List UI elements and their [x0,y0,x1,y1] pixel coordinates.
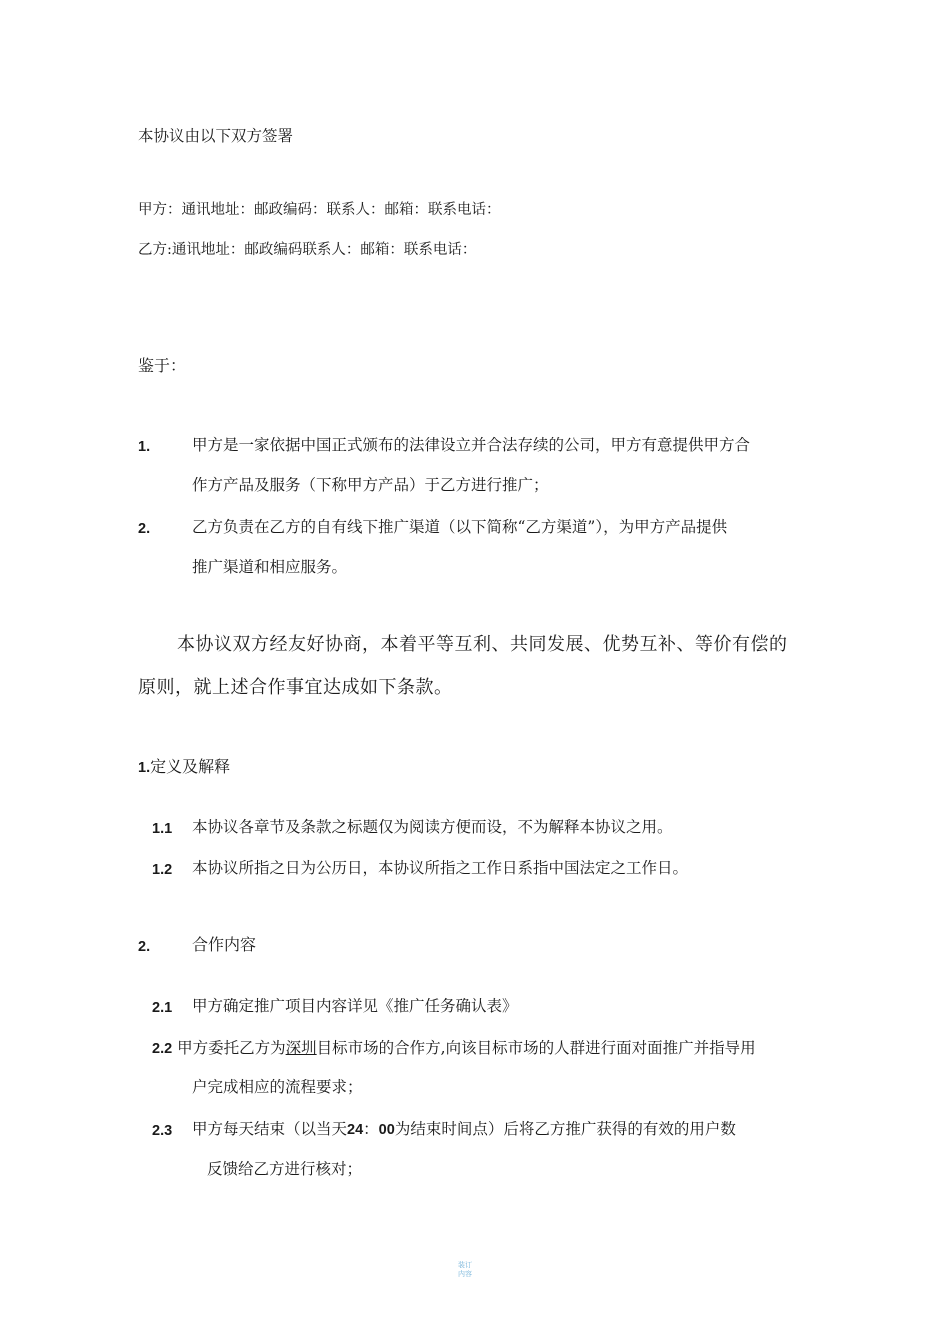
recital-number: 2. [138,521,151,537]
preamble-text: 本协议双方经友好协商，本着平等互利、共同发展、优势互补、等价有偿的 [177,634,788,655]
preamble-text-cont: 原则，就上述合作事宜达成如下条款。 [138,677,453,698]
clause-text-pre: 甲方每天结束（以当天 [192,1120,348,1138]
whereas-heading: 鉴于： [138,356,187,375]
clause-text-cont: 反馈给乙方进行核对； [207,1160,363,1178]
recital-text-cont: 推广渠道和相应服务。 [192,558,348,576]
party-a-info: 甲方：通讯地址：邮政编码：联系人：邮箱：联系电话： [138,202,501,218]
time-hour: 24 [347,1122,364,1138]
clause-text: 甲方确定推广项目内容详见《推广任务确认表》 [192,997,518,1015]
section-title: 定义及解释 [150,757,231,776]
footer-mark [458,1261,472,1279]
clause-text-pre: 甲方委托乙方为 [177,1039,286,1057]
clause-text: 本协议各章节及条款之标题仅为阅读方便而设，不为解释本协议之用。 [192,818,673,836]
time-colon: ： [363,1120,379,1138]
clause-text: 本协议所指之日为公历日，本协议所指之工作日系指中国法定之工作日。 [192,859,689,877]
section-number: 2. [138,939,151,955]
clause-number: 2.2 [152,1041,173,1057]
clause-number: 1.1 [152,821,173,837]
clause-number: 2.3 [152,1123,173,1139]
section-title: 合作内容 [192,935,257,954]
section-number: 1. [138,760,151,776]
time-minute: 00 [378,1122,395,1138]
clause-text-post: 为结束时间点）后将乙方推广获得的有效的用户数 [394,1120,736,1138]
city-name: 深圳 [285,1039,317,1057]
party-b-info: 乙方:通讯地址：邮政编码联系人：邮箱：联系电话： [138,242,477,258]
recital-number: 1. [138,439,151,455]
recital-text-cont: 作方产品及服务（下称甲方产品）于乙方进行推广； [192,476,549,494]
clause-text-post: 目标市场的合作方,向该目标市场的人群进行面对面推广并指导用 [316,1039,756,1057]
section-1-heading [138,757,230,778]
footer-mark-line: 内容 [458,1270,472,1278]
clause-2-3-line [192,1119,736,1140]
clause-2-2-line [152,1038,756,1059]
footer-mark-line: 装订 [458,1261,472,1269]
recital-text: 乙方负责在乙方的自有线下推广渠道（以下简称“乙方渠道”），为甲方产品提供 [192,518,728,536]
clause-text-cont: 户完成相应的流程要求； [192,1078,363,1096]
recital-text: 甲方是一家依据中国正式颁布的法律设立并合法存续的公司，甲方有意提供甲方合 [192,436,751,454]
intro-line: 本协议由以下双方签署 [138,127,294,145]
clause-number: 2.1 [152,1000,173,1016]
clause-number: 1.2 [152,862,173,878]
